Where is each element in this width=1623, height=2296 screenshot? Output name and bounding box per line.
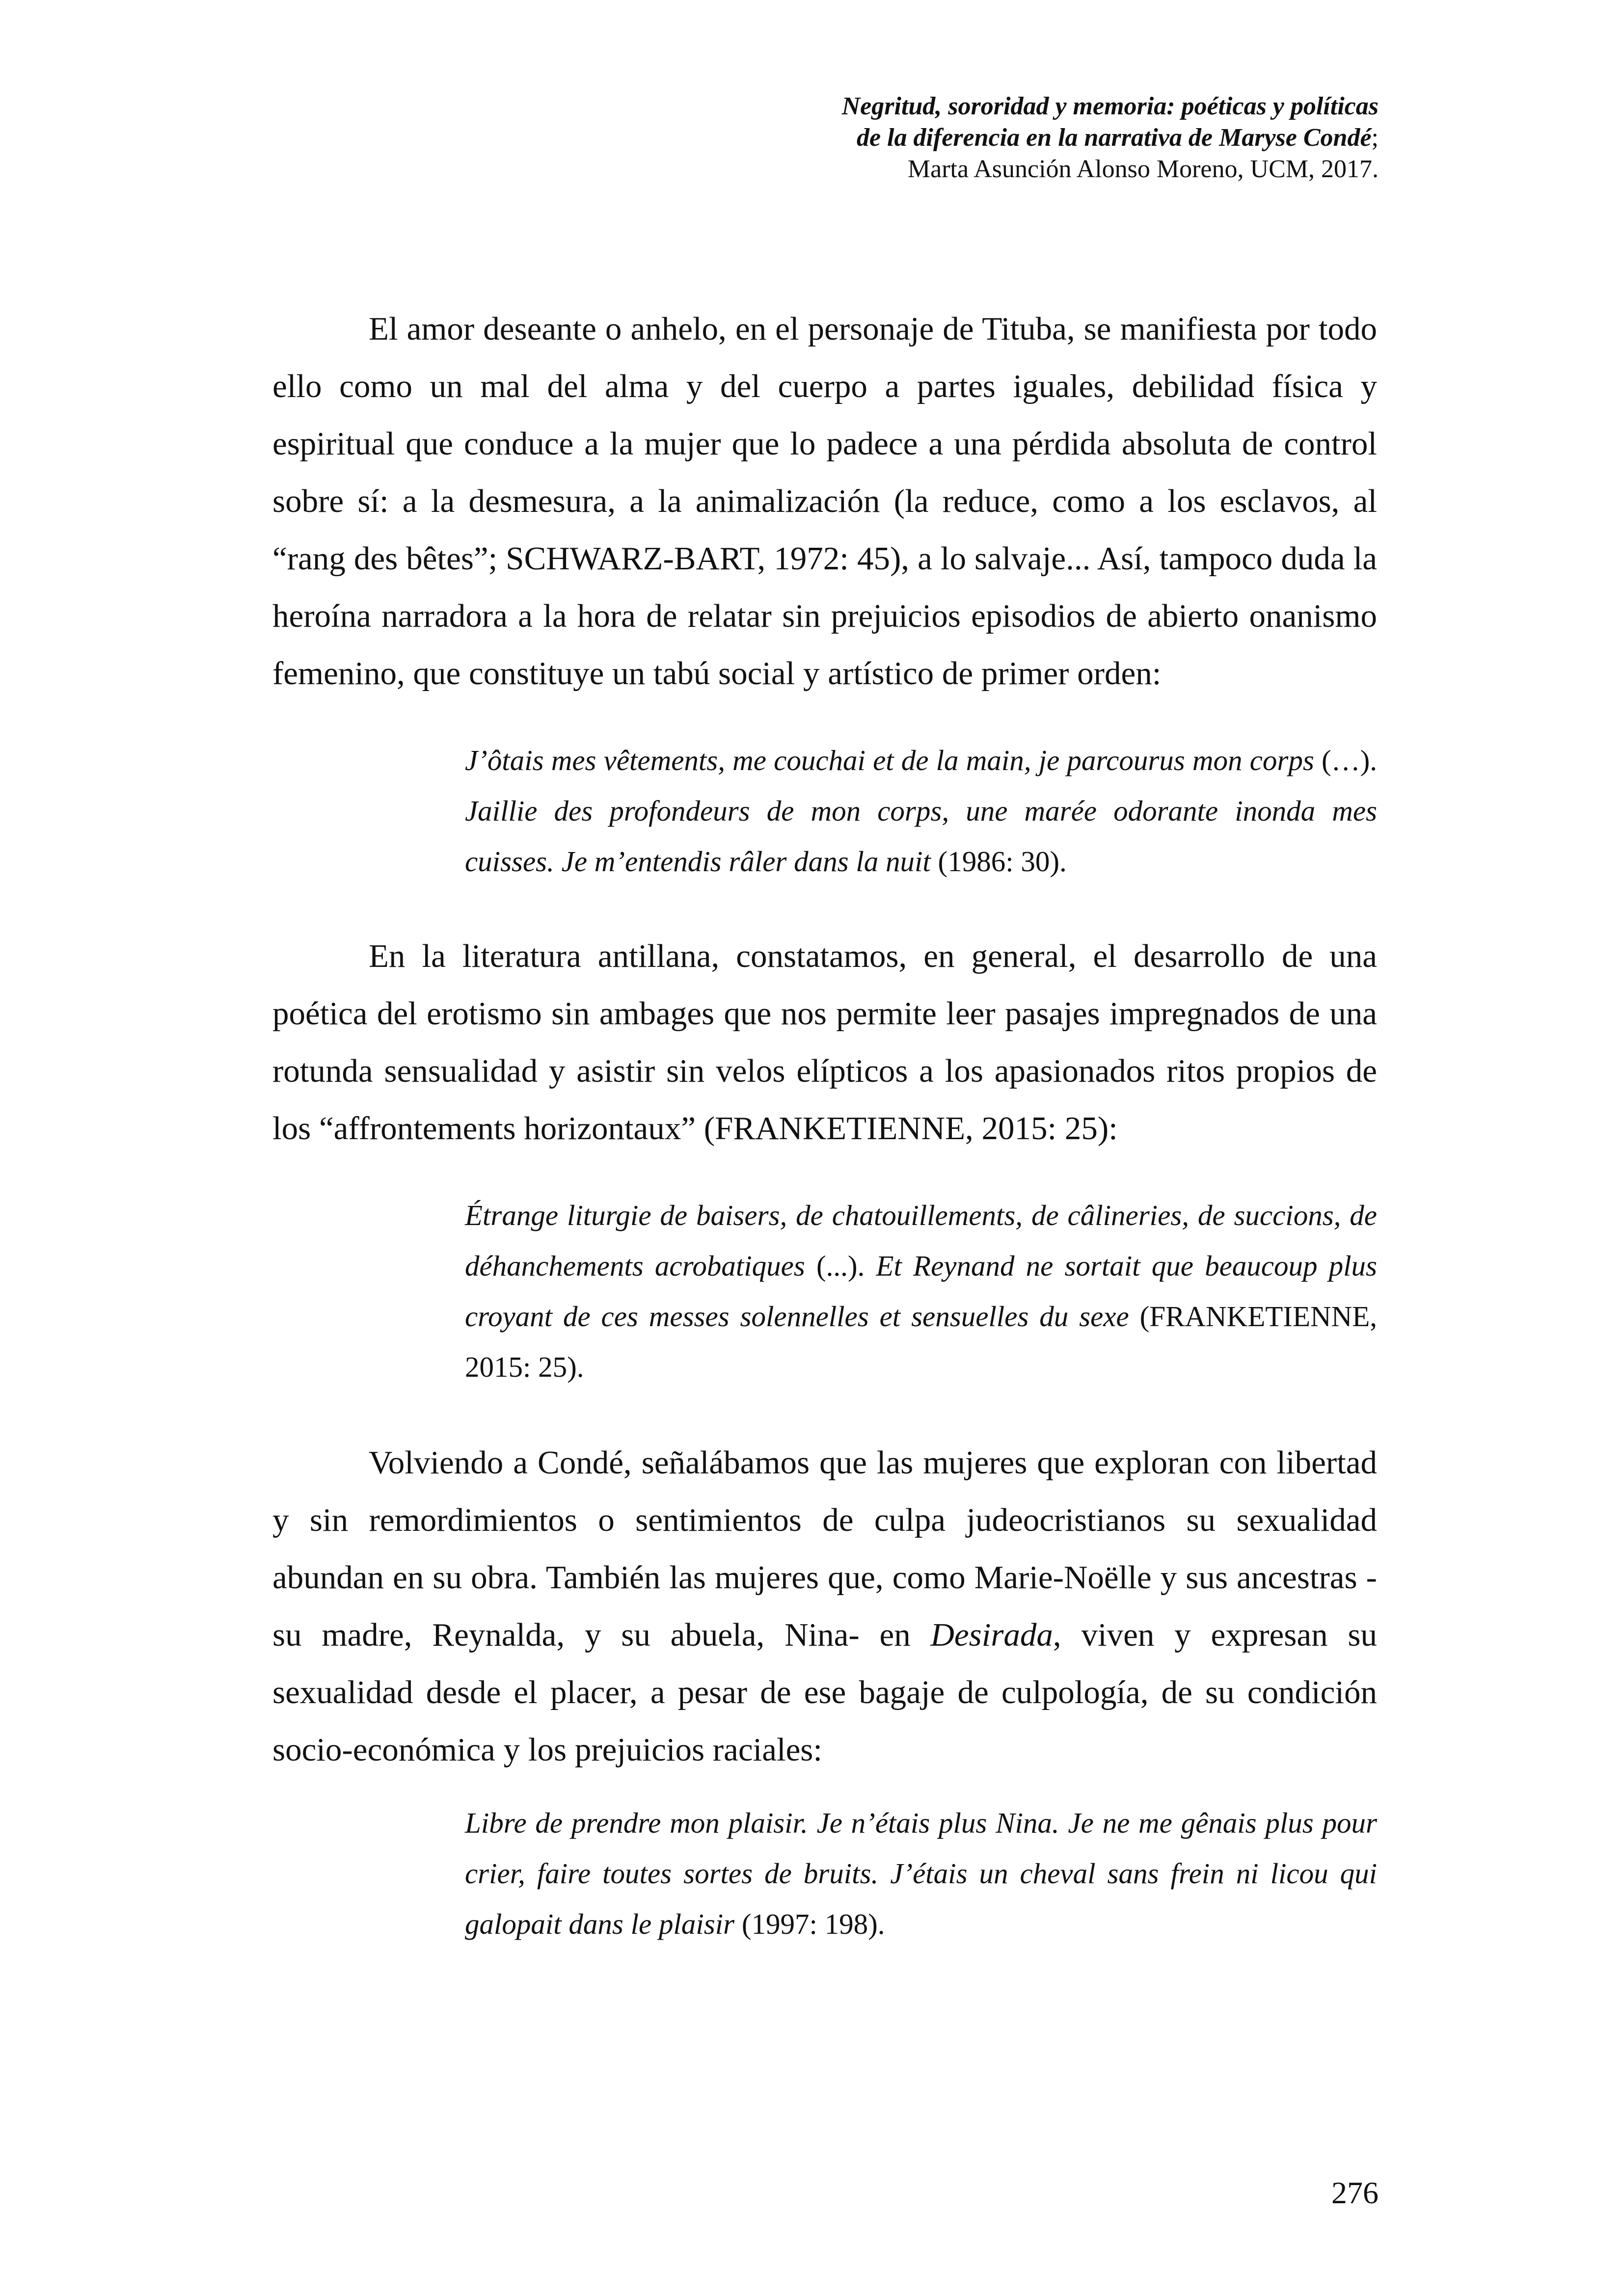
block-quote-1-citation: (1986: 30). — [930, 845, 1067, 878]
paragraph-3-part-1: Volviendo a Condé, señalábamos que las mujeres que exploran con libertad y sin remordimientos o sentimientos de culpa judeocristianos su sexualidad abundan en su obra. También las mujeres que, como Marie-Noëlle y sus ancestras -su madre, Reynalda, y su abuela, Nina- en — [272, 1444, 1377, 1653]
block-quote-1-italic-a: J’ôtais mes vêtements, me couchai et de la main, je parcourus mon corps — [465, 744, 1314, 776]
block-quote-1-italic-b: Jaillie des profondeurs de mon corps, une marée odorante inonda mes cuisses. Je m’entendis râler dans la nuit — [465, 795, 1377, 878]
paragraph-3-book-title: Desirada — [930, 1617, 1053, 1653]
block-quote-2-italic-b: Et Reynand ne sortait que beaucoup plus croyant de ces messes solennelles et sensuelles du sexe — [465, 1250, 1377, 1333]
header-title-line-2-text: de la diferencia en la narrativa de Maryse Condé — [856, 124, 1372, 152]
header-title-line-1: Negritud, sororidad y memoria: poéticas y políticas — [841, 92, 1379, 120]
paragraph-1 — [272, 300, 1377, 702]
paragraph-3-text — [272, 1434, 1377, 1779]
block-quote-2 — [465, 1190, 1377, 1392]
paragraph-3 — [272, 1434, 1377, 1779]
paragraph-3-part-2: , viven y expresan su sexualidad desde el placer, a pesar de ese bagaje de culpología, de su condición socio-económica y los prejuicios raciales: — [272, 1617, 1377, 1768]
block-quote-2-text — [465, 1190, 1377, 1392]
page-number: 276 — [1331, 2175, 1379, 2210]
block-quote-3-italic: Libre de prendre mon plaisir. Je n’étais plus Nina. Je ne me gênais plus pour crier, faire toutes sortes de bruits. J’étais un cheval sans frein ni licou qui galopait dans le plaisir — [465, 1807, 1377, 1940]
block-quote-3-citation: (1997: 198). — [734, 1908, 885, 1940]
header-title-line-2 — [842, 122, 1379, 154]
paragraph-2-text: En la literatura antillana, constatamos, en general, el desarrollo de una poética del erotismo sin ambages que nos permite leer pasajes impregnados de una rotunda sensualidad y asistir sin velos elípticos a los apasionados ritos propios de los “affrontements horizontaux” (FRANKETIENNE, 2015: 25): — [272, 938, 1377, 1147]
block-quote-1 — [465, 735, 1377, 887]
header-author-line: Marta Asunción Alonso Moreno, UCM, 2017. — [907, 155, 1379, 183]
paragraph-2 — [272, 928, 1377, 1157]
block-quote-2-ellipsis: (...). — [805, 1250, 876, 1282]
block-quote-3-text — [465, 1798, 1377, 1949]
running-header — [842, 91, 1379, 185]
header-title-line-2-suffix: ; — [1371, 124, 1379, 152]
block-quote-1-ellipsis: (…). — [1314, 744, 1378, 776]
block-quote-2-citation: (FRANKETIENNE, 2015: 25). — [465, 1300, 1377, 1383]
block-quote-3 — [465, 1798, 1377, 1949]
block-quote-2-italic-a: Étrange liturgie de baisers, de chatouillements, de câlineries, de succions, de déhanchements acrobatiques — [465, 1199, 1377, 1282]
paragraph-1-text: El amor deseante o anhelo, en el personaje de Tituba, se manifiesta por todo ello como un mal del alma y del cuerpo a partes iguales, debilidad física y espiritual que conduce a la mujer que lo padece a una pérdida absoluta de control sobre sí: a la desmesura, a la animalización (la reduce, como a los esclavos, al “rang des bêtes”; SCHWARZ-BART, 1972: 45), a lo salvaje... Así, tampoco duda la heroína narradora a la hora de relatar sin prejuicios episodios de abierto onanismo femenino, que constituye un tabú social y artístico de primer orden: — [272, 311, 1377, 692]
block-quote-1-text — [465, 735, 1377, 887]
